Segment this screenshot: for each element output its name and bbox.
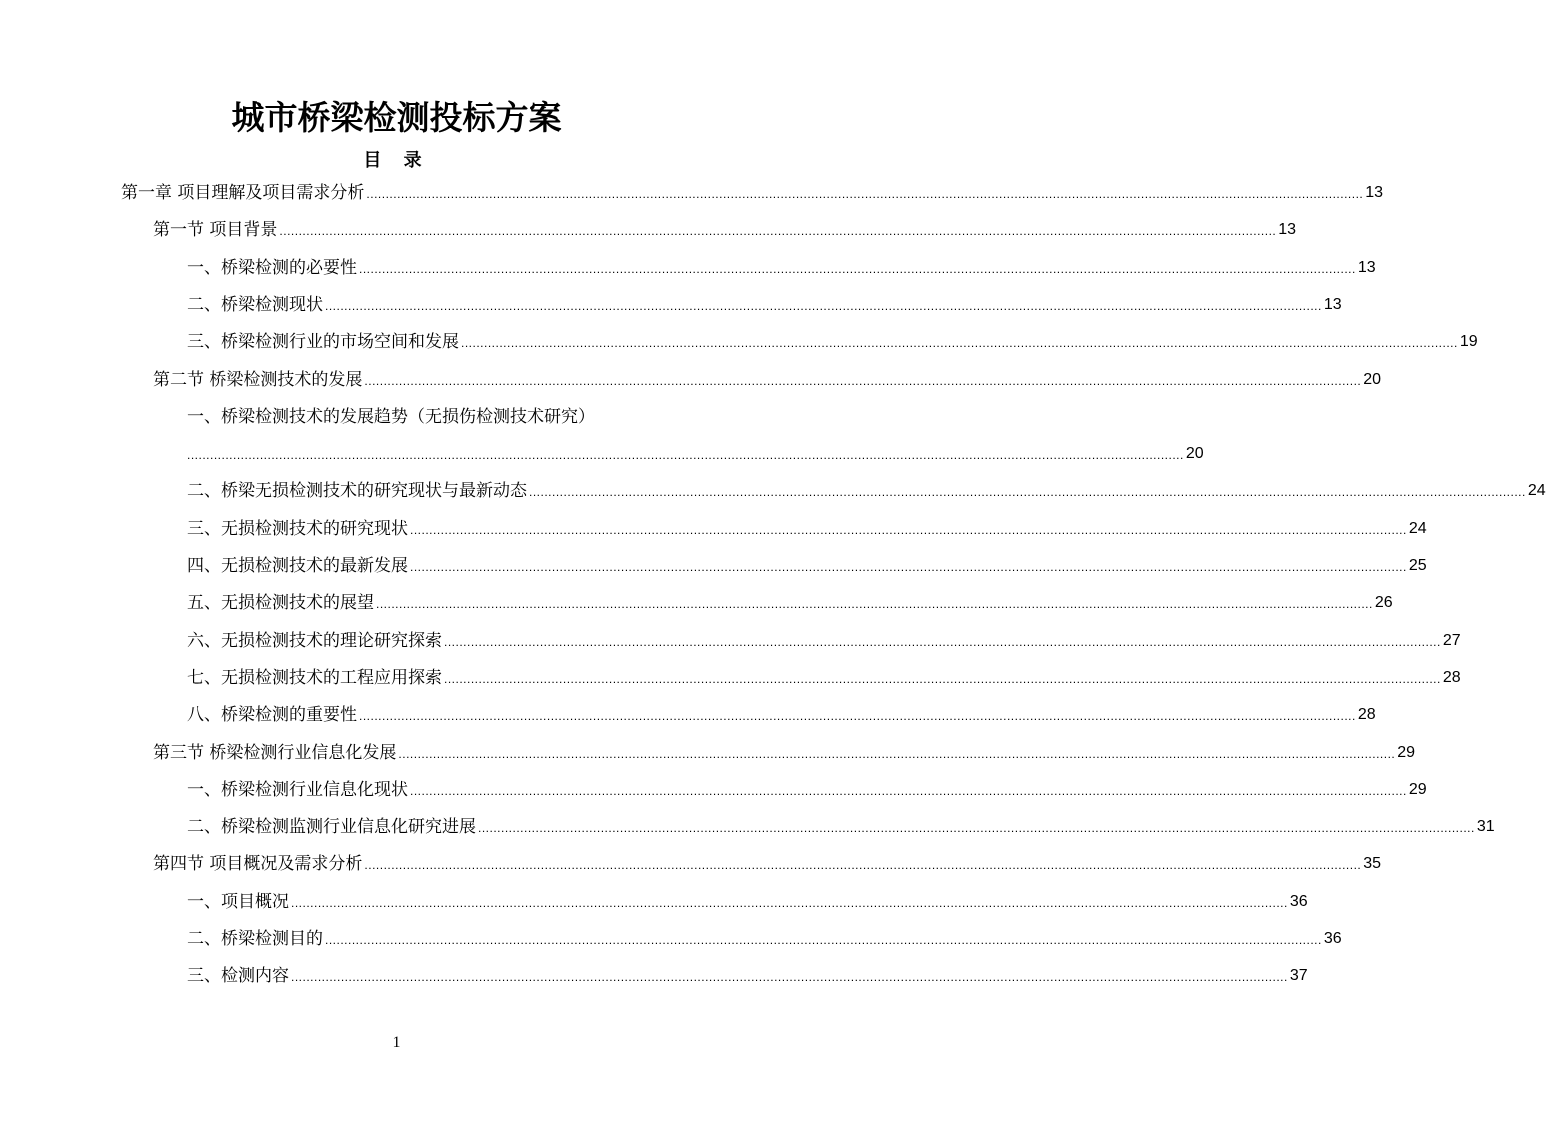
toc-entry-label: 第二节 桥梁检测技术的发展 <box>153 369 363 390</box>
toc-entry-label: 一、桥梁检测行业信息化现状 <box>187 779 408 800</box>
toc-entry-label: 第一章 项目理解及项目需求分析 <box>121 183 365 203</box>
toc-entry-label: 六、无损检测技术的理论研究探索 <box>187 630 442 651</box>
toc-entry-page: 13 <box>1323 295 1342 313</box>
toc-entry-label: 一、桥梁检测技术的发展趋势（无损伤检测技术研究） <box>187 406 595 427</box>
toc-entry-page: 24 <box>1408 519 1427 537</box>
toc-entry-page: 29 <box>1397 743 1416 761</box>
toc-entry-page: 13 <box>1365 184 1384 201</box>
toc-entry-page: 29 <box>1408 780 1427 798</box>
toc-entry-label: 三、检测内容 <box>187 966 289 987</box>
toc-entry-page: 20 <box>1185 445 1204 463</box>
toc-entry[interactable] <box>187 700 1376 726</box>
dot-leader: .................................................................................................................................................................................................................................................................... <box>444 634 1441 649</box>
toc-entry[interactable] <box>121 178 1384 204</box>
dot-leader: .................................................................................................................................................................................................................................................................... <box>410 522 1407 537</box>
document-title: 城市桥梁检测投标方案 <box>231 98 562 137</box>
page-number: 1 <box>392 1034 401 1051</box>
dot-leader: .................................................................................................................................................................................................................................................................... <box>410 783 1407 798</box>
toc-entry[interactable] <box>153 365 1382 391</box>
dot-leader: .................................................................................................................................................................................................................................................................... <box>410 560 1407 574</box>
dot-leader: .................................................................................................................................................................................................................................................................... <box>325 933 1322 947</box>
dot-leader: .................................................................................................................................................................................................................................................................... <box>291 895 1288 910</box>
toc-entry-page: 20 <box>1363 370 1382 388</box>
dot-leader: .................................................................................................................................................................................................................................................................... <box>376 597 1373 612</box>
toc-entry[interactable] <box>187 551 1427 577</box>
toc-entry-label: 二、桥梁检测监测行业信息化研究进展 <box>187 817 476 838</box>
dot-leader: .................................................................................................................................................................................................................................................................... <box>325 298 1322 313</box>
toc-entry[interactable] <box>187 626 1461 652</box>
toc-entry-label: 七、无损检测技术的工程应用探索 <box>187 667 442 688</box>
toc-entry[interactable] <box>187 663 1461 689</box>
toc-entry[interactable] <box>187 961 1308 987</box>
toc-entry-page: 37 <box>1289 967 1308 985</box>
dot-leader: .................................................................................................................................................................................................................................................................... <box>529 485 1526 500</box>
toc-entry[interactable] <box>187 514 1427 540</box>
dot-leader: .................................................................................................................................................................................................................................................................... <box>398 746 1396 761</box>
toc-entry-page: 35 <box>1363 855 1382 873</box>
toc-entry-label: 三、无损检测技术的研究现状 <box>187 518 408 539</box>
toc-entry-page: 28 <box>1442 668 1461 686</box>
toc-entry-label: 二、桥梁检测目的 <box>187 929 323 949</box>
toc-entry-page: 27 <box>1442 631 1461 649</box>
toc-entry-label: 第四节 项目概况及需求分析 <box>153 854 363 875</box>
toc-entry-page: 36 <box>1323 930 1342 947</box>
toc-entry[interactable] <box>187 253 1376 279</box>
dot-leader: .................................................................................................................................................................................................................................................................... <box>478 821 1475 836</box>
toc-entry-label: 五、无损检测技术的展望 <box>187 593 374 614</box>
toc-entry[interactable] <box>187 327 1478 353</box>
toc-entry-page: 36 <box>1289 892 1308 910</box>
toc-entry[interactable] <box>187 402 672 428</box>
toc-entry-label: 第一节 项目背景 <box>153 220 278 241</box>
toc-entry-label: 一、项目概况 <box>187 891 289 912</box>
toc-entry-label: 一、桥梁检测的必要性 <box>187 257 357 278</box>
toc-entry[interactable] <box>153 738 1416 764</box>
toc-entry-page: 28 <box>1357 706 1376 724</box>
toc-entry-page: 25 <box>1408 557 1427 574</box>
toc-entry-label: 第三节 桥梁检测行业信息化发展 <box>153 742 397 763</box>
toc-entry-continuation[interactable] <box>187 439 1204 465</box>
dot-leader: .................................................................................................................................................................................................................................................................... <box>359 261 1356 276</box>
toc-entry[interactable] <box>187 775 1427 801</box>
dot-leader: .................................................................................................................................................................................................................................................................... <box>364 858 1362 873</box>
dot-leader: .................................................................................................................................................................................................................................................................... <box>364 373 1362 388</box>
toc-entry[interactable] <box>187 924 1342 950</box>
dot-leader: .................................................................................................................................................................................................................................................................... <box>291 970 1288 985</box>
dot-leader: .................................................................................................................................................................................................................................................................... <box>461 336 1458 351</box>
toc-entry-label: 八、桥梁检测的重要性 <box>187 705 357 726</box>
toc-entry-page: 19 <box>1459 333 1478 351</box>
toc-entry-page: 31 <box>1476 818 1495 836</box>
toc-entry-page: 13 <box>1357 258 1376 276</box>
toc-entry-label: 三、桥梁检测行业的市场空间和发展 <box>187 332 459 353</box>
toc-entry[interactable] <box>187 588 1393 614</box>
dot-leader: .................................................................................................................................................................................................................................................................... <box>366 187 1364 201</box>
dot-leader: .................................................................................................................................................................................................................................................................... <box>444 671 1441 686</box>
toc-entry-label: 二、桥梁检测现状 <box>187 294 323 315</box>
dot-leader: .................................................................................................................................................................................................................................................................... <box>359 709 1356 724</box>
toc-entry[interactable] <box>187 290 1342 316</box>
dot-leader: .................................................................................................................................................................................................................................................................... <box>187 448 1184 463</box>
toc-heading-text: 目 录 <box>363 150 430 171</box>
toc-entry-label: 二、桥梁无损检测技术的研究现状与最新动态 <box>187 481 527 502</box>
toc-entry[interactable] <box>153 215 1297 241</box>
toc-entry-page: 26 <box>1374 594 1393 612</box>
toc-entry[interactable] <box>187 476 1546 502</box>
toc-entry[interactable] <box>187 812 1495 838</box>
dot-leader: .................................................................................................................................................................................................................................................................... <box>279 224 1277 239</box>
toc-entry[interactable] <box>187 887 1308 913</box>
toc-entry-page: 13 <box>1278 221 1297 239</box>
toc-entry[interactable] <box>153 849 1382 875</box>
toc-entry-page: 24 <box>1527 482 1546 500</box>
toc-entry-label: 四、无损检测技术的最新发展 <box>187 556 408 576</box>
